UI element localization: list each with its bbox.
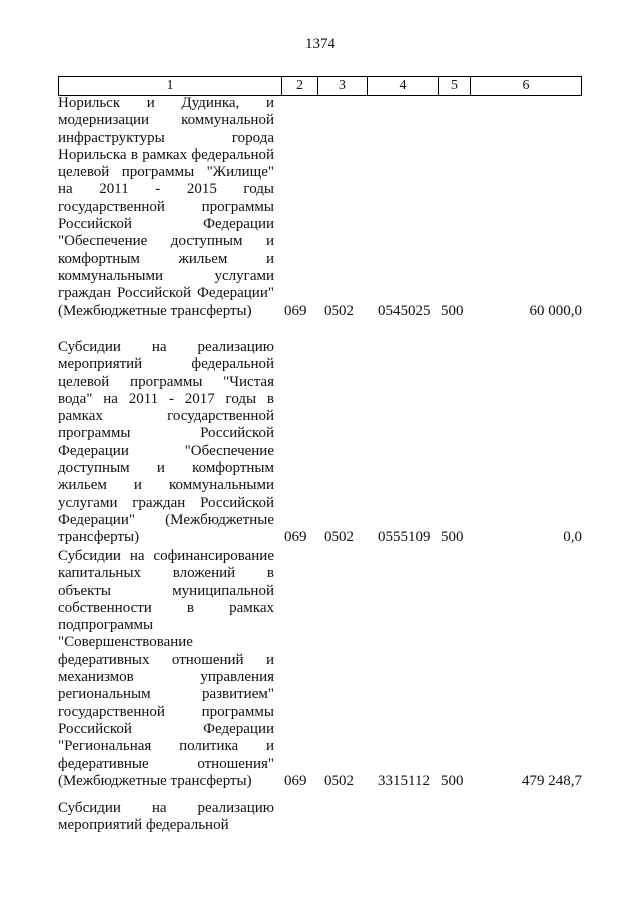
table-header [58, 76, 582, 96]
target-code: 0555109 [378, 529, 431, 546]
ministry-code: 069 [284, 529, 307, 546]
amount: 0,0 [563, 529, 582, 546]
page-number: 1374 [305, 36, 335, 52]
column-header: 5 [438, 77, 470, 95]
expense-type-code: 500 [441, 529, 464, 546]
ministry-code: 069 [284, 772, 307, 789]
column-header: 1 [58, 77, 281, 95]
section-code: 0502 [324, 302, 354, 319]
target-code: 3315112 [378, 772, 430, 789]
amount: 60 000,0 [529, 302, 582, 319]
table-row [58, 800, 582, 835]
section-code: 0502 [324, 772, 354, 789]
table-row [58, 339, 582, 547]
table-row [58, 548, 582, 790]
row-description: Субсидии на реализацию мероприятий федеральной целевой программы "Чистая вода" на 2011 - 2017 годы в рамках государственной программы Российской Федерации "Обеспечение доступным и комфортным жильем и коммунальными услугами граждан Российской Федерации" (Межбюджетные трансферты) [58, 339, 274, 546]
row-description: Субсидии на софинансирование капитальных вложений в объекты муниципальной собственности в рамках подпрограммы "Совершенствование федеративных отношений и механизмов управления региональным развитием" государственной программы Российской Федерации "Региональная политика и федеративные отношения" (Межбюджетные трансферты) [58, 548, 274, 789]
row-description: Норильск и Дудинка, и модернизации коммунальной инфраструктуры города Норильска в рамках федеральной целевой программы "Жилище" на 2011 - 2015 годы государственной программы Российской Федерации "Обеспечение доступным и комфортным жильем и коммунальными услугами граждан Российской Федерации" (Межбюджетные трансферты) [58, 95, 274, 319]
column-header: 2 [281, 77, 317, 95]
row-description: Субсидии на реализацию мероприятий федеральной [58, 800, 274, 834]
expense-type-code: 500 [441, 772, 464, 789]
expense-type-code: 500 [441, 302, 464, 319]
target-code: 0545025 [378, 302, 431, 319]
column-header: 6 [470, 77, 582, 95]
amount: 479 248,7 [522, 772, 582, 789]
column-header: 4 [367, 77, 438, 95]
table-row [58, 95, 582, 320]
ministry-code: 069 [284, 302, 307, 319]
section-code: 0502 [324, 529, 354, 546]
column-header: 3 [317, 77, 367, 95]
